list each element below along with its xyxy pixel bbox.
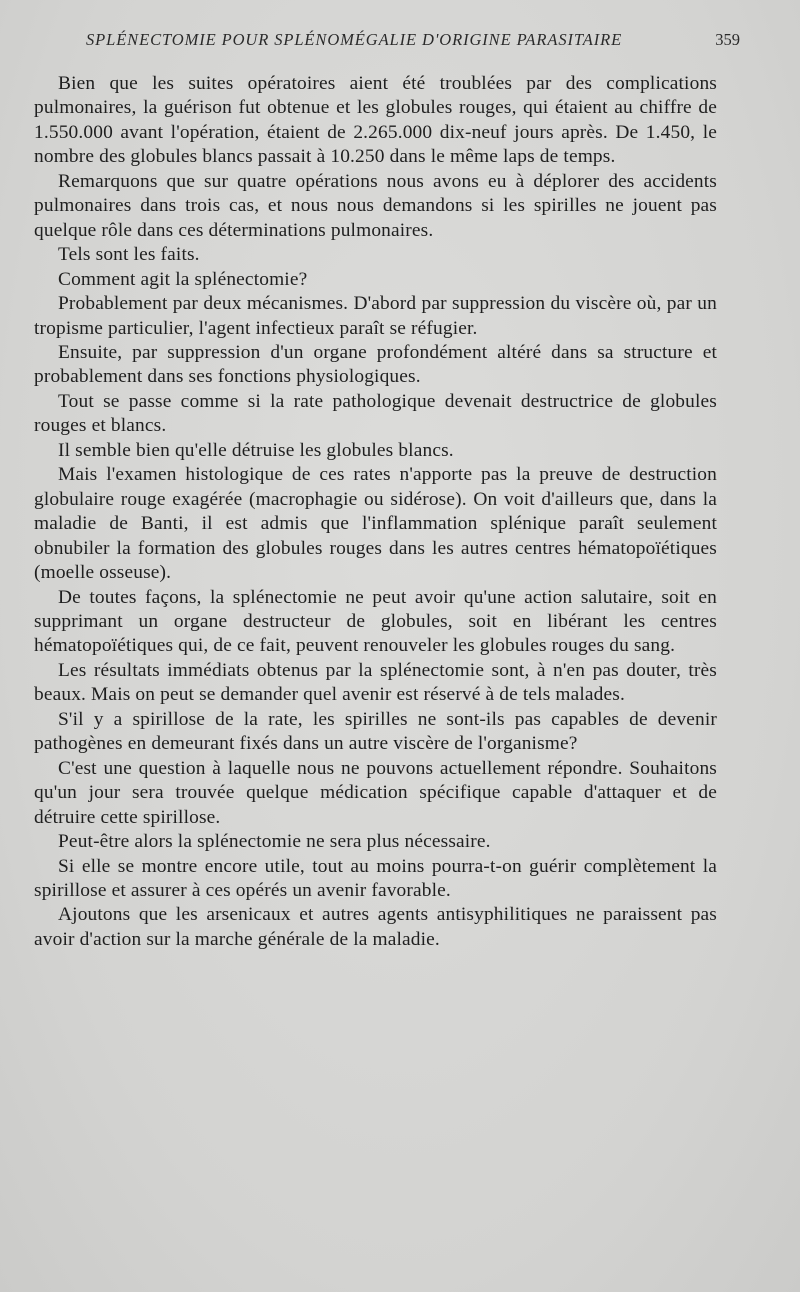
paragraph: Mais l'examen histologique de ces rates n'apporte pas la preuve de destruction globulaire rouge exagérée (macrophagie ou sidérose). On voit d'ailleurs que, dans la maladie de Banti, il est admis que l'inflammation splénique paraît seulement obnubiler la formation des globules rouges dans les autres centres hématopoïétiques (moelle osseuse). xyxy=(34,464,717,584)
paragraph: Ensuite, par suppression d'un organe profondément altéré dans sa structure et probablement dans ses fonctions physiologiques. xyxy=(34,341,717,388)
page-number: 359 xyxy=(715,30,740,49)
paragraph: Remarquons que sur quatre opérations nous avons eu à déplorer des accidents pulmonaires dans trois cas, et nous nous demandons si les spirilles ne jouent pas quelque rôle dans ces déterminations pulmonaires. xyxy=(34,170,717,241)
paragraph: Les résultats immédiats obtenus par la splénectomie sont, à n'en pas douter, très beaux. Mais on peut se demander quel avenir est réservé à de tels malades. xyxy=(34,659,717,706)
paragraph: Tout se passe comme si la rate pathologique devenait destructrice de globules rouges et blancs. xyxy=(34,390,717,437)
paragraph: Tels sont les faits. xyxy=(58,244,200,266)
body-text xyxy=(34,72,717,952)
running-title: SPLÉNECTOMIE POUR SPLÉNOMÉGALIE D'ORIGINE PARASITAIRE xyxy=(86,30,623,49)
paragraph: Ajoutons que les arsenicaux et autres agents antisyphilitiques ne paraissent pas avoir d'action sur la marche générale de la maladie. xyxy=(34,904,717,950)
paragraph: Il semble bien qu'elle détruise les globules blancs. xyxy=(58,439,454,461)
paragraph: Bien que les suites opératoires aient été troublées par des complications pulmonaires, la guérison fut obtenue et les globules rouges, qui étaient au chiffre de 1.550.000 avant l'opération, étaient de 2.265.000 dix-neuf jours après. De 1.450, le nombre des globules blancs passait à 10.250 dans le même laps de temps. xyxy=(34,73,717,168)
paragraph: Comment agit la splénectomie? xyxy=(58,268,308,290)
paragraph: Si elle se montre encore utile, tout au moins pourra-t-on guérir complètement la spirillose et assurer à ces opérés un avenir favorable. xyxy=(34,855,717,901)
paragraph: Peut-être alors la splénectomie ne sera plus nécessaire. xyxy=(58,831,491,853)
paragraph: Probablement par deux mécanismes. D'abord par suppression du viscère où, par un tropisme particulier, l'agent infectieux paraît se réfugier. xyxy=(34,293,717,339)
paragraph: S'il y a spirillose de la rate, les spirilles ne sont-ils pas capables de devenir pathogènes en demeurant fixés dans un autre viscère de l'organisme? xyxy=(34,708,717,755)
paragraph: De toutes façons, la splénectomie ne peut avoir qu'une action salutaire, soit en supprimant un organe destructeur de globules, soit en libérant les centres hématopoïétiques qui, de ce fait, peuvent renouveler les globules rouges du sang. xyxy=(34,586,717,657)
paragraph: C'est une question à laquelle nous ne pouvons actuellement répondre. Souhaitons qu'un jour sera trouvée quelque médication spécifique capable d'attaquer et de détruire cette spirillose. xyxy=(34,757,717,828)
